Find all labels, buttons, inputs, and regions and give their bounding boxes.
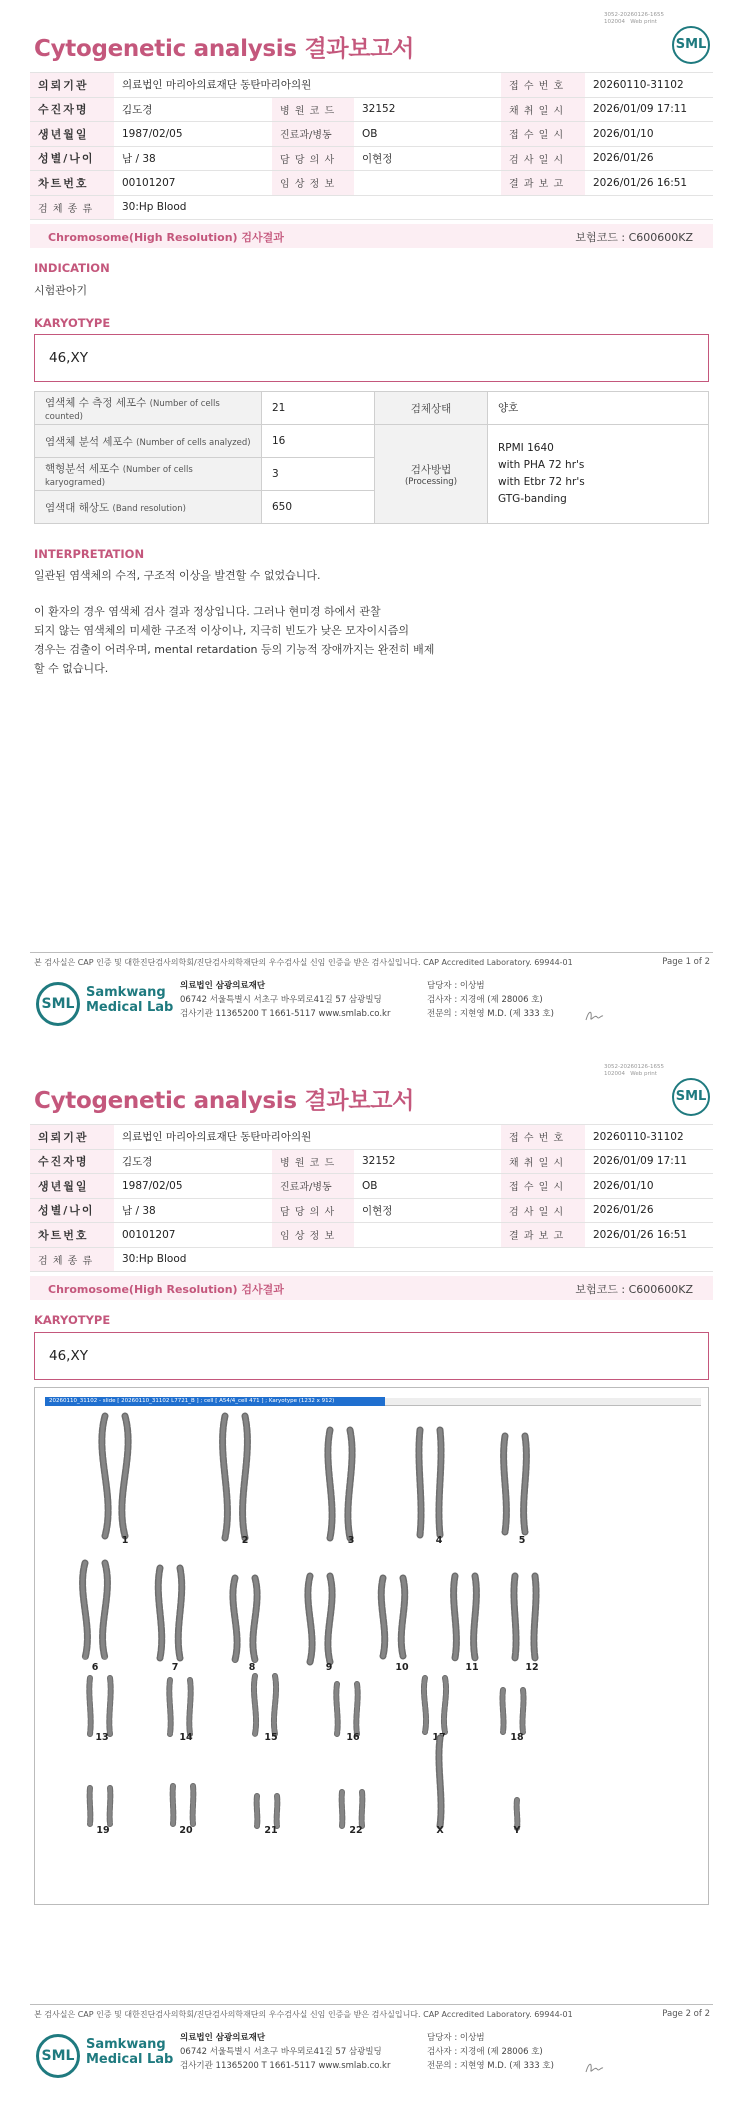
chromosome-label-10: 10 xyxy=(395,1662,409,1673)
page-number: Page 2 of 2 xyxy=(662,2009,710,2019)
karyogram-image xyxy=(34,1387,709,1905)
chromosome-20-2-shade xyxy=(193,1786,194,1824)
signature-mark xyxy=(583,2060,605,2076)
page-number: Page 1 of 2 xyxy=(662,957,710,967)
sml-logo: SML xyxy=(672,1078,710,1116)
chromosome-X-1-shade xyxy=(439,1738,441,1826)
footer-divider xyxy=(30,952,713,953)
chromosome-label-4: 4 xyxy=(435,1535,443,1546)
samkwang-logo: SML xyxy=(36,2034,80,2078)
chromosome-label-21: 21 xyxy=(264,1825,278,1836)
chromosome-21-2-shade xyxy=(277,1796,278,1826)
chromosome-label-13: 13 xyxy=(95,1732,109,1743)
chromosome-22-1-shade xyxy=(342,1792,343,1826)
karyotype-result-box xyxy=(34,334,709,382)
document-code: 3052-20260126-1655 102004 Web print xyxy=(604,12,664,25)
patient-info-table: 의뢰기관 의료법인 마리아의료재단 동탄마리아의원 접 수 번 호 20260110-31102 수진자명 김도경 병 원 코 드 32152 채 취 일 시 2026/01/09 17:11 생년월일 1987/02/05 진료과/병동 OB 접 수 일 시 2026/01/10 성별/나이 남 / 38 담 당 의 사 이현정 검 사 일 시 2026/01/26 차트번호 00101207 임 상 정 보 결 과 보 고 2026/01/26 16:51 검 체 종 류 30:Hp Blood xyxy=(30,72,713,220)
chromosome-4-2-shade xyxy=(439,1430,441,1535)
chromosome-label-6: 6 xyxy=(91,1662,99,1673)
lab-name: Samkwang Medical Lab xyxy=(86,2037,174,2067)
chromosome-label-19: 19 xyxy=(96,1825,110,1836)
chromosome-16-2-shade xyxy=(356,1684,357,1734)
interpretation-body: 이 환자의 경우 염색체 검사 결과 정상입니다. 그러나 현미경 하에서 관찰 되지 않는 염색체의 미세한 구조적 이상이나, 지극히 빈도가 낮은 모자이시즘의 경우는 검출이 어려우며, mental retardation 등의 기능적 장애까지는 완전히 배제 할 수 없습니다. xyxy=(34,605,435,675)
indication-heading: INDICATION xyxy=(34,261,110,275)
chromosome-14-1-shade xyxy=(169,1680,170,1734)
chromosome-21-1-shade xyxy=(257,1796,258,1826)
chromosome-label-X: X xyxy=(436,1825,444,1836)
chromosome-15-2-shade xyxy=(274,1676,276,1734)
chromosome-12-2-shade xyxy=(534,1576,536,1658)
chromosome-label-12: 12 xyxy=(525,1662,539,1673)
chromosome-15-1-shade xyxy=(254,1676,256,1734)
karyogram-banner: 20260110_31102 - slide [ 20260110_31102 L7721_B ] ; cell [ A54/4_cell 471 ] ; Karyotype (1232 x 912) xyxy=(45,1397,385,1406)
chromosome-Y-1-shade xyxy=(517,1800,518,1828)
accreditation-note: 본 검사실은 CAP 인증 및 대한진단검사의학회/진단검사의학재단의 우수검사실 신임 인증을 받은 검사실입니다. CAP Accredited Laboratory. 69944-01 xyxy=(34,2010,573,2019)
chromosome-label-22: 22 xyxy=(349,1825,363,1836)
signature-mark xyxy=(583,1008,605,1024)
chromosome-label-1: 1 xyxy=(121,1535,129,1546)
sml-logo: SML xyxy=(672,26,710,64)
lab-staff: 담당자 : 이상범 검사자 : 지경애 (제 28006 호) 전문의 : 지현영 M.D. (제 333 호) xyxy=(427,2033,554,2071)
chromosome-22-2-shade xyxy=(362,1792,363,1826)
indication-text: 시험관아기 xyxy=(34,284,88,297)
chromosome-19-2-shade xyxy=(110,1788,111,1824)
chromosome-label-9: 9 xyxy=(325,1662,333,1673)
chromosome-20-1-shade xyxy=(173,1786,174,1824)
karyotype-heading: KARYOTYPE xyxy=(34,1313,111,1327)
chromosome-label-8: 8 xyxy=(248,1662,256,1673)
karyogram-chromosomes xyxy=(35,1408,708,1904)
patient-info-table: 의뢰기관 의료법인 마리아의료재단 동탄마리아의원 접 수 번 호 20260110-31102 수진자명 김도경 병 원 코 드 32152 채 취 일 시 2026/01/09 17:11 생년월일 1987/02/05 진료과/병동 OB 접 수 일 시 2026/01/10 성별/나이 남 / 38 담 당 의 사 이현정 검 사 일 시 2026/01/26 차트번호 00101207 임 상 정 보 결 과 보 고 2026/01/26 16:51 검 체 종 류 30:Hp Blood xyxy=(30,1124,713,1272)
chromosome-label-3: 3 xyxy=(347,1535,355,1546)
chromosome-label-2: 2 xyxy=(241,1535,249,1546)
chromosome-label-7: 7 xyxy=(171,1662,179,1673)
chromosome-label-17: 17 xyxy=(432,1732,446,1743)
chromosome-14-2-shade xyxy=(189,1680,190,1734)
cell-count-table: 염색체 수 측정 세포수 (Number of cells counted) 21 검체상태 양호 염색체 분석 세포수 (Number of cells analyzed) 16 검사방법 (Processing) RPMI 1640 with PHA 72 hr's with Etbr 72 hr's GTG-banding 핵형분석 세포수 (Number of cells karyogramed) 3 염색대 해상도 (Band resolution) 650 xyxy=(34,391,709,524)
chromosome-16-1-shade xyxy=(336,1684,337,1734)
karyotype-value: 46,XY xyxy=(49,350,88,366)
lab-name: Samkwang Medical Lab xyxy=(86,985,174,1015)
samkwang-logo: SML xyxy=(36,982,80,1026)
interpretation-summary: 일관된 염색체의 수적, 구조적 이상을 발견할 수 없었습니다. xyxy=(34,569,321,582)
report-title: Cytogenetic analysis 결과보고서 xyxy=(34,36,415,62)
footer-divider xyxy=(30,2004,713,2005)
chromosome-18-2-shade xyxy=(522,1690,523,1732)
lab-address: 의료법인 삼광의료재단 06742 서울특별시 서초구 바우뫼로41길 57 삼광빌딩 검사기관 11365200 T 1661-5117 www.smlab.co.kr xyxy=(180,981,391,1019)
chromosome-12-1-shade xyxy=(514,1576,516,1658)
karyotype-heading: KARYOTYPE xyxy=(34,316,111,330)
report-title: Cytogenetic analysis 결과보고서 xyxy=(34,1088,415,1114)
chromosome-label-Y: Y xyxy=(513,1825,521,1836)
chromosome-label-18: 18 xyxy=(510,1732,524,1743)
result-section-bar: Chromosome(High Resolution) 검사결과 보험코드 : C600600KZ xyxy=(30,1276,713,1300)
lab-staff: 담당자 : 이상범 검사자 : 지경애 (제 28006 호) 전문의 : 지현영 M.D. (제 333 호) xyxy=(427,981,554,1019)
chromosome-label-16: 16 xyxy=(346,1732,360,1743)
chromosome-18-1-shade xyxy=(502,1690,503,1732)
chromosome-13-2-shade xyxy=(109,1678,110,1734)
interpretation-heading: INTERPRETATION xyxy=(34,547,145,561)
document-code: 3052-20260126-1655 102004 Web print xyxy=(604,1064,664,1077)
chromosome-label-11: 11 xyxy=(465,1662,479,1673)
chromosome-label-5: 5 xyxy=(518,1535,526,1546)
chromosome-19-1-shade xyxy=(90,1788,91,1824)
chromosome-label-14: 14 xyxy=(179,1732,193,1743)
lab-address: 의료법인 삼광의료재단 06742 서울특별시 서초구 바우뫼로41길 57 삼광빌딩 검사기관 11365200 T 1661-5117 www.smlab.co.kr xyxy=(180,2033,391,2071)
karyotype-value: 46,XY xyxy=(49,1348,88,1364)
chromosome-17-1-shade xyxy=(424,1678,426,1732)
chromosome-label-20: 20 xyxy=(179,1825,193,1836)
accreditation-note: 본 검사실은 CAP 인증 및 대한진단검사의학회/진단검사의학재단의 우수검사실 신임 인증을 받은 검사실입니다. CAP Accredited Laboratory. 69944-01 xyxy=(34,958,573,967)
karyotype-result-box xyxy=(34,1332,709,1380)
chromosome-4-1-shade xyxy=(419,1430,421,1535)
chromosome-label-15: 15 xyxy=(264,1732,278,1743)
chromosome-13-1-shade xyxy=(89,1678,90,1734)
result-section-bar: Chromosome(High Resolution) 검사결과 보험코드 : C600600KZ xyxy=(30,224,713,248)
chromosome-17-2-shade xyxy=(444,1678,446,1732)
